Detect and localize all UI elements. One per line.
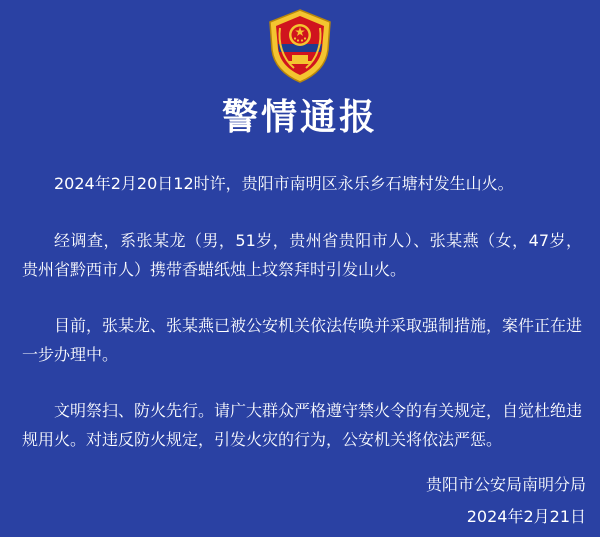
investigation-paragraph: 经调查，系张某龙（男，51岁，贵州省贵阳市人）、张某燕（女，47岁，贵州省黔西市人）携带香蜡纸烛上坟祭拜时引发山火。 [22,231,582,279]
warning-paragraph: 文明祭扫、防火先行。请广大群众严格遵守禁火令的有关规定，自觉杜绝违规用火。对违反防火规定，引发火灾的行为，公安机关将依法严惩。 [22,401,583,449]
police-badge-icon [264,8,336,84]
page-title: 警情通报 [221,97,378,138]
issue-date: 2024年2月21日 [466,507,586,526]
issuing-organization: 贵阳市公安局南明分局 [425,475,586,494]
incident-paragraph: 2024年2月20日12时许，贵阳市南明区永乐乡石塘村发生山火。 [54,174,514,193]
status-paragraph: 目前，张某龙、张某燕已被公安机关依法传唤并采取强制措施，案件正在进一步办理中。 [22,316,583,364]
